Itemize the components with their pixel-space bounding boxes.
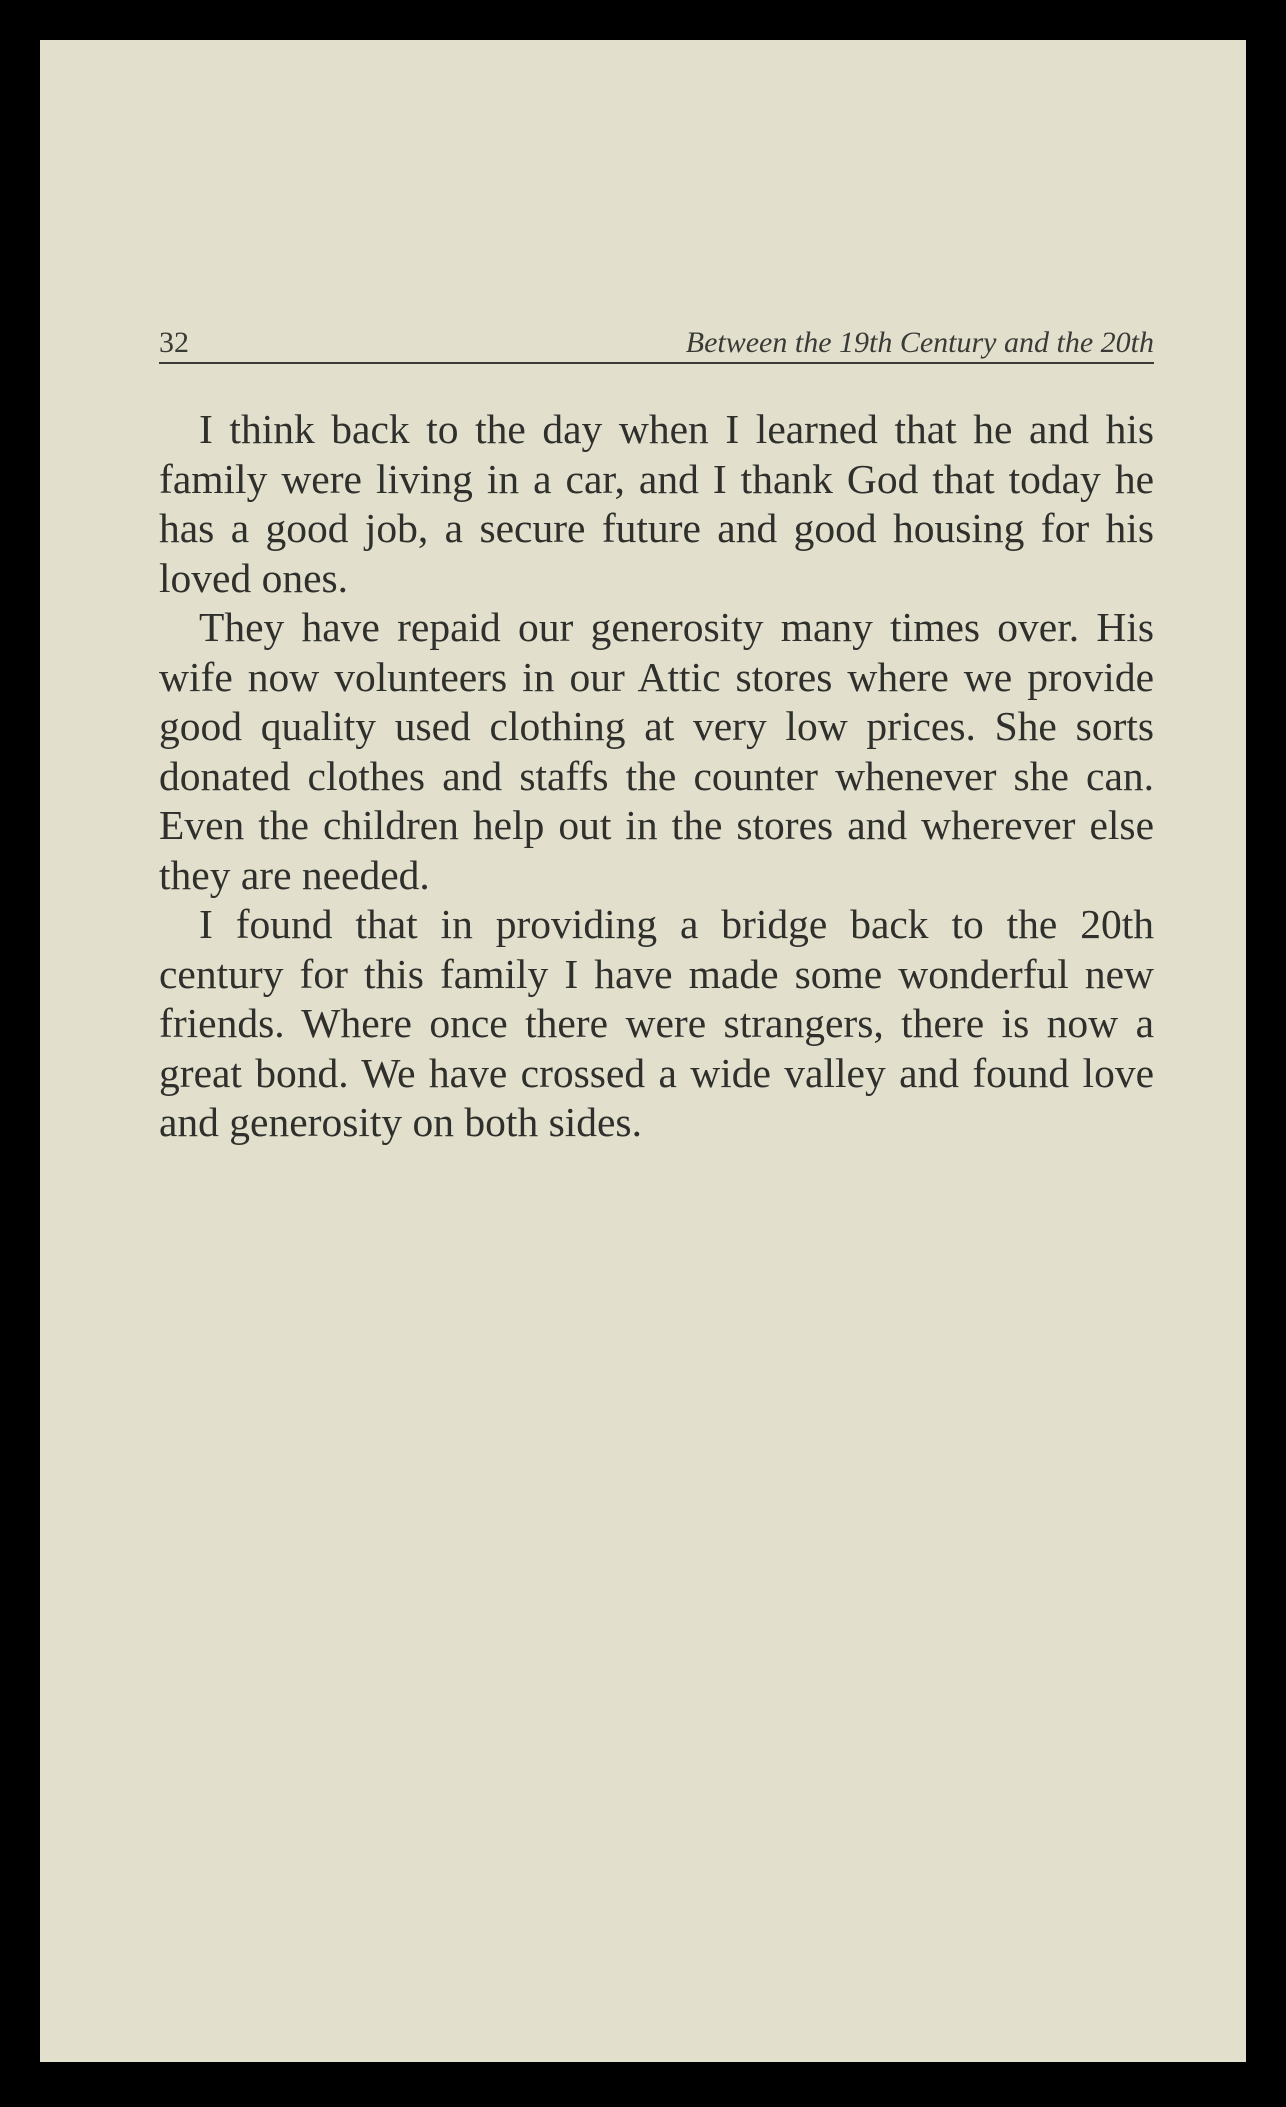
book-page bbox=[40, 40, 1246, 2062]
body-text bbox=[159, 405, 1154, 1148]
running-head bbox=[159, 316, 1154, 364]
paragraph-1: I think back to the day when I learned that he and his family were living in a car, and I thank God that today he has a good job, a secure future and good housing for his loved ones. bbox=[159, 406, 1154, 601]
page-number: 32 bbox=[159, 326, 189, 359]
paragraph-2: They have repaid our generosity many times over. His wife now volunteers in our Attic stores where we provide good quality used clothing at very low prices. She sorts donated clothes and staffs the counter whenever she can. Even the children help out in the stores and wherever else they are needed. bbox=[159, 604, 1154, 898]
paragraph-3: I found that in providing a bridge back to the 20th century for this family I have made some wonderful new friends. Where once there were strangers, there is now a great bond. We have crossed a wide valley and found love and generosity on both sides. bbox=[159, 901, 1154, 1145]
running-title: Between the 19th Century and the 20th bbox=[685, 326, 1154, 359]
